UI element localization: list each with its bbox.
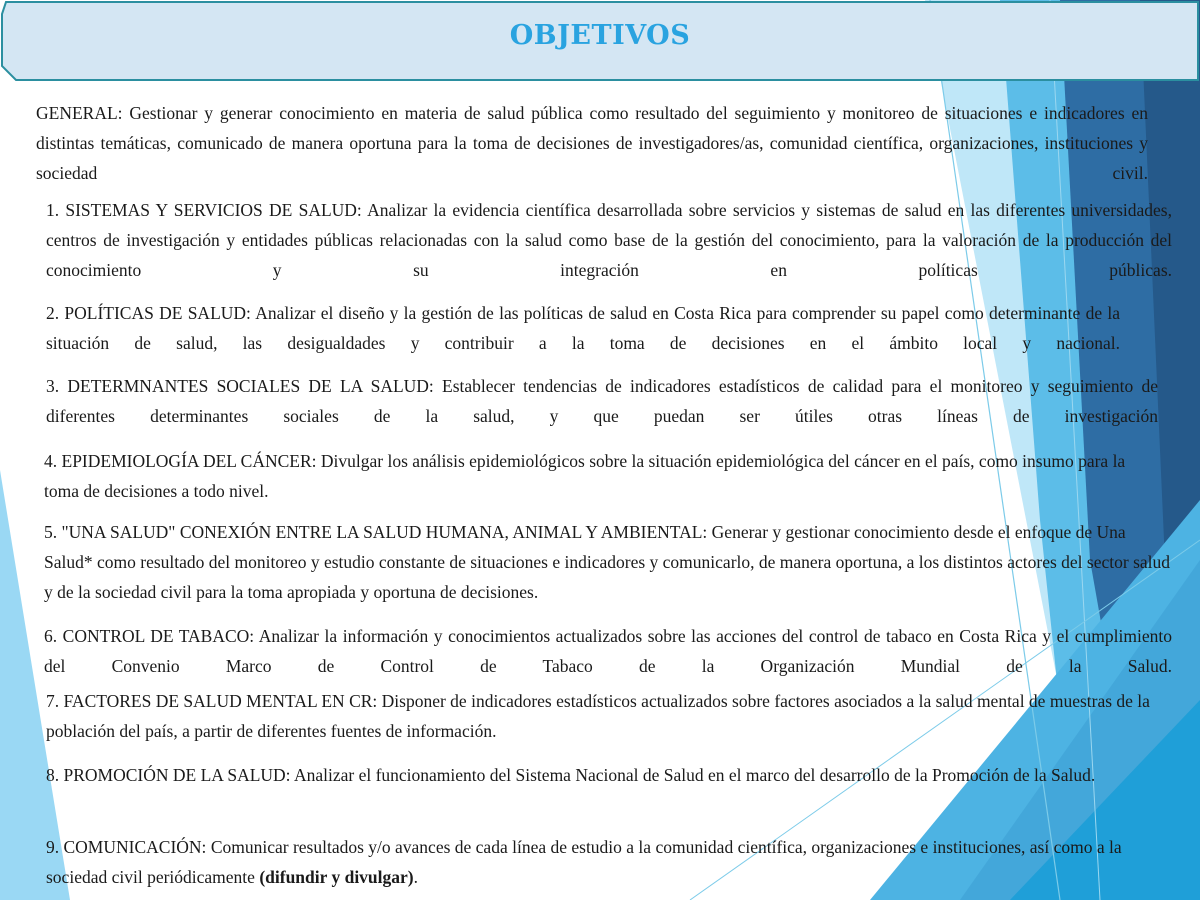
objective-label: 9. COMUNICACIÓN: <box>46 837 207 857</box>
objective-text: Generar y gestionar conocimiento desde el enfoque de Una Salud* como resultado del monitoreo y estudio constante de situaciones e indicadores y comunicarlo, de manera oportuna, a los distintos actores del sector salud y de la sociedad civil para la toma apropiada y oportuna de decisiones. <box>44 522 1171 602</box>
objective-emphasis: (difundir y divulgar) <box>259 867 414 887</box>
objective-item-4 <box>44 446 1164 506</box>
objective-label: 6. CONTROL DE TABACO: <box>44 626 255 646</box>
objective-text: Analizar el funcionamiento del Sistema Nacional de Salud en el marco del desarrollo de la Promoción de la Salud. <box>293 765 1096 785</box>
objective-item-2 <box>46 298 1120 358</box>
objective-label: 1. SISTEMAS Y SERVICIOS DE SALUD: <box>46 200 362 220</box>
objective-text: Analizar la evidencia científica desarrollada sobre servicios y sistemas de salud en las diferentes universidades, centros de investigación y entidades públicas relacionadas con la salud como base de la gestión del conocimiento, para la valoración de la producción del conocimiento y su integración en políticas públicas. <box>46 200 1172 280</box>
objective-item-5 <box>44 517 1174 607</box>
objective-item-1 <box>46 195 1172 285</box>
objective-label: 5. "UNA SALUD" CONEXIÓN ENTRE LA SALUD HUMANA, ANIMAL Y AMBIENTAL: <box>44 522 708 542</box>
objective-item-7 <box>46 686 1170 746</box>
general-objective <box>36 98 1148 188</box>
general-label: GENERAL: <box>36 103 123 123</box>
objective-text: Divulgar los análisis epidemiológicos sobre la situación epidemiológica del cáncer en el país, como insumo para la toma de decisiones a todo nivel. <box>44 451 1126 501</box>
objective-item-3 <box>46 371 1158 431</box>
objective-text: Comunicar resultados y/o avances de cada línea de estudio a la comunidad científica, organizaciones e instituciones, así como a la sociedad civil periódicamente <box>46 837 1122 887</box>
objective-label: 3. DETERMNANTES SOCIALES DE LA SALUD: <box>46 376 434 396</box>
objective-item-9 <box>46 832 1172 892</box>
objective-item-8 <box>46 760 1176 790</box>
objective-tail: . <box>413 867 418 887</box>
page-title: OBJETIVOS <box>509 20 691 51</box>
objective-label: 4. EPIDEMIOLOGÍA DEL CÁNCER: <box>44 451 317 471</box>
objective-text: Disponer de indicadores estadísticos actualizados sobre factores asociados a la salud mental de muestras de la población del país, a partir de diferentes fuentes de información. <box>46 691 1150 741</box>
objective-text: Analizar la información y conocimientos actualizados sobre las acciones del control de tabaco en Costa Rica y el cumplimiento del Convenio Marco de Control de Tabaco de la Organización Mundial de la Salud. <box>44 626 1172 676</box>
objective-label: 7. FACTORES DE SALUD MENTAL EN CR: <box>46 691 378 711</box>
objective-item-6 <box>44 621 1172 681</box>
objective-label: 8. PROMOCIÓN DE LA SALUD: <box>46 765 291 785</box>
general-text: Gestionar y generar conocimiento en materia de salud pública como resultado del seguimiento y monitoreo de situaciones e indicadores en distintas temáticas, comunicado de manera oportuna para la toma de decisiones de investigadores/as, comunidad científica, organizaciones, instituciones y sociedad civil. <box>36 103 1148 183</box>
objective-label: 2. POLÍTICAS DE SALUD: <box>46 303 251 323</box>
objective-text: Establecer tendencias de indicadores estadísticos de calidad para el monitoreo y seguimiento de diferentes determinantes sociales de la salud, y que puedan ser útiles otras líneas de investigación <box>46 376 1159 426</box>
objective-text: Analizar el diseño y la gestión de las políticas de salud en Costa Rica para comprender su papel como determinante de la situación de salud, las desigualdades y contribuir a la toma de decisiones en el ámbito local y nacional. <box>46 303 1120 353</box>
